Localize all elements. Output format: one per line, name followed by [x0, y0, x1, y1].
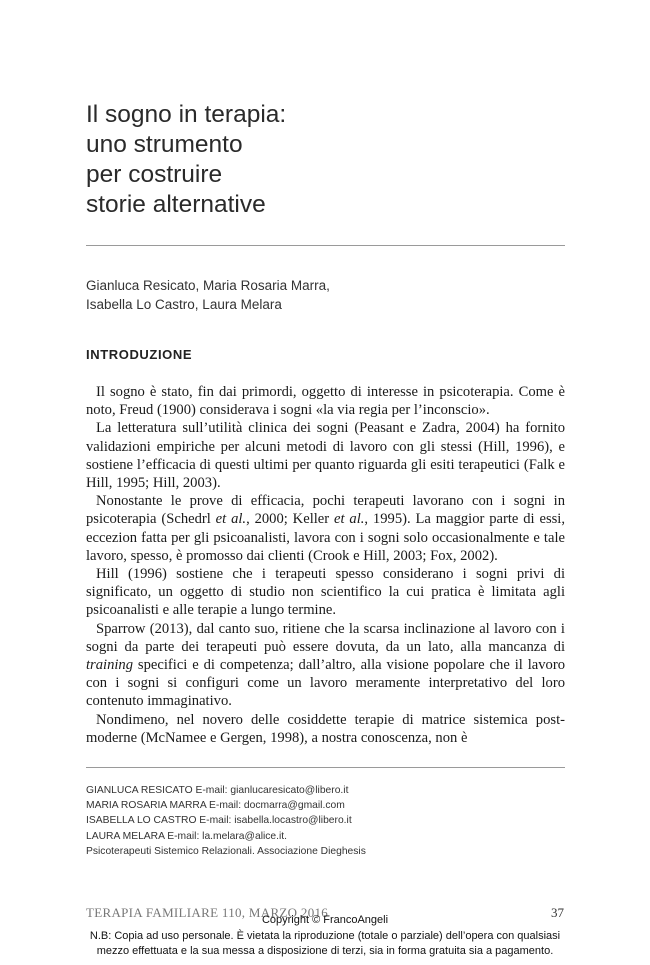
footnote-line: MARIA ROSARIA MARRA E-mail: docmarra@gmail.com — [86, 800, 345, 812]
body-paragraph — [86, 565, 565, 620]
italic-run: training — [86, 657, 134, 674]
author-list — [86, 276, 566, 314]
footnote-line: GIANLUCA RESICATO E-mail: gianlucaresicato@libero.it — [86, 785, 349, 796]
footnote-line: Psicoterapeuti Sistemico Relazionali. Associazione Dieghesis — [86, 845, 366, 857]
title-line: uno strumento — [86, 131, 243, 158]
copyright-line: Copyright © FrancoAngeli — [261, 914, 389, 926]
title-divider — [86, 245, 565, 246]
italic-run: et al. — [334, 511, 365, 528]
notice-line: N.B: Copia ad uso personale. È vietata la riproduzione (totale o parziale) dell’opera con qualsiasi — [89, 930, 561, 942]
title-line: per costruire — [86, 161, 223, 188]
author-footnotes — [86, 783, 566, 859]
body-paragraph — [86, 419, 565, 492]
text-run: Il sogno è stato, fin dai primordi, oggetto di interesse in psicoterapia. Come è noto, Freud (1900) considerava i sogni «la via regia per l’inconscio». — [86, 384, 565, 419]
body-paragraph — [86, 383, 565, 419]
body-paragraph — [86, 620, 565, 711]
body-paragraph — [86, 492, 565, 565]
article-title — [86, 100, 566, 220]
text-run: specifici e di competenza; dall’altro, alla visione popolare che il lavoro con i sogni si configuri come un lavoro meramente interpretativo del loro contenuto immaginativo. — [86, 657, 565, 710]
usage-notice — [0, 929, 650, 959]
body-text — [86, 383, 565, 747]
footnote-line: LAURA MELARA E-mail: la.melara@alice.it. — [86, 830, 288, 842]
text-run: , 2000; Keller — [246, 511, 335, 528]
text-run: , 1995). La maggior parte di essi, eccezion fatta per gli psicoanalisti, lavora con i sogni solo occasionalmente e tale lavoro, spesso, è promosso dai clienti (Crook e Hill, 2003; Fox, 2002). — [86, 511, 566, 564]
body-paragraph — [86, 711, 565, 747]
page-number: 37 — [551, 905, 564, 920]
italic-run: et al. — [215, 511, 247, 528]
title-line: storie alternative — [86, 191, 266, 218]
notice-line: mezzo effettuata e la sua messa a disposizione di terzi, sia in forma gratuita sia a pagamento. — [96, 945, 554, 957]
text-run: Sparrow (2013), dal canto suo, ritiene che la scarsa inclinazione al lavoro con i sogni da parte dei terapeuti può essere dovuta, da un lato, alla mancanza di — [86, 620, 565, 655]
text-run: Hill (1996) sostiene che i terapeuti spesso considerano i sogni privi di significato, un oggetto di studio non scientifico la cui pratica è limitata agli psicoanalisti e alle terapie a lungo termine. — [86, 566, 565, 619]
text-run: Nondimeno, nel novero delle cosiddette terapie di matrice sistemica post-moderne (McNamee e Gergen, 1998), a nostra conoscenza, non è — [86, 711, 565, 746]
author-line: Gianluca Resicato, Maria Rosaria Marra, — [86, 278, 330, 293]
text-run: La letteratura sull’utilità clinica dei sogni (Peasant e Zadra, 2004) ha fornito validazioni empiriche per alcuni metodi di lavoro con gli stessi (Hill, 1996), e sostiene l’efficacia di questi ultimi per quanto riguarda gli esiti terapeutici (Falk e Hill, 1995; Hill, 2003). — [86, 420, 565, 492]
title-line: Il sogno in terapia: — [86, 101, 287, 128]
footnote-divider — [86, 767, 565, 768]
author-line: Isabella Lo Castro, Laura Melara — [86, 297, 282, 312]
text-run: Nonostante le prove di efficacia, pochi terapeuti lavorano con i sogni in psicoterapia (Schedrl — [86, 493, 565, 528]
journal-footer: TERAPIA FAMILIARE 110, MARZO 2016 — [86, 905, 329, 920]
footnote-line: ISABELLA LO CASTRO E-mail: isabella.locastro@libero.it — [86, 815, 352, 827]
section-heading: INTRODUZIONE — [86, 347, 193, 362]
